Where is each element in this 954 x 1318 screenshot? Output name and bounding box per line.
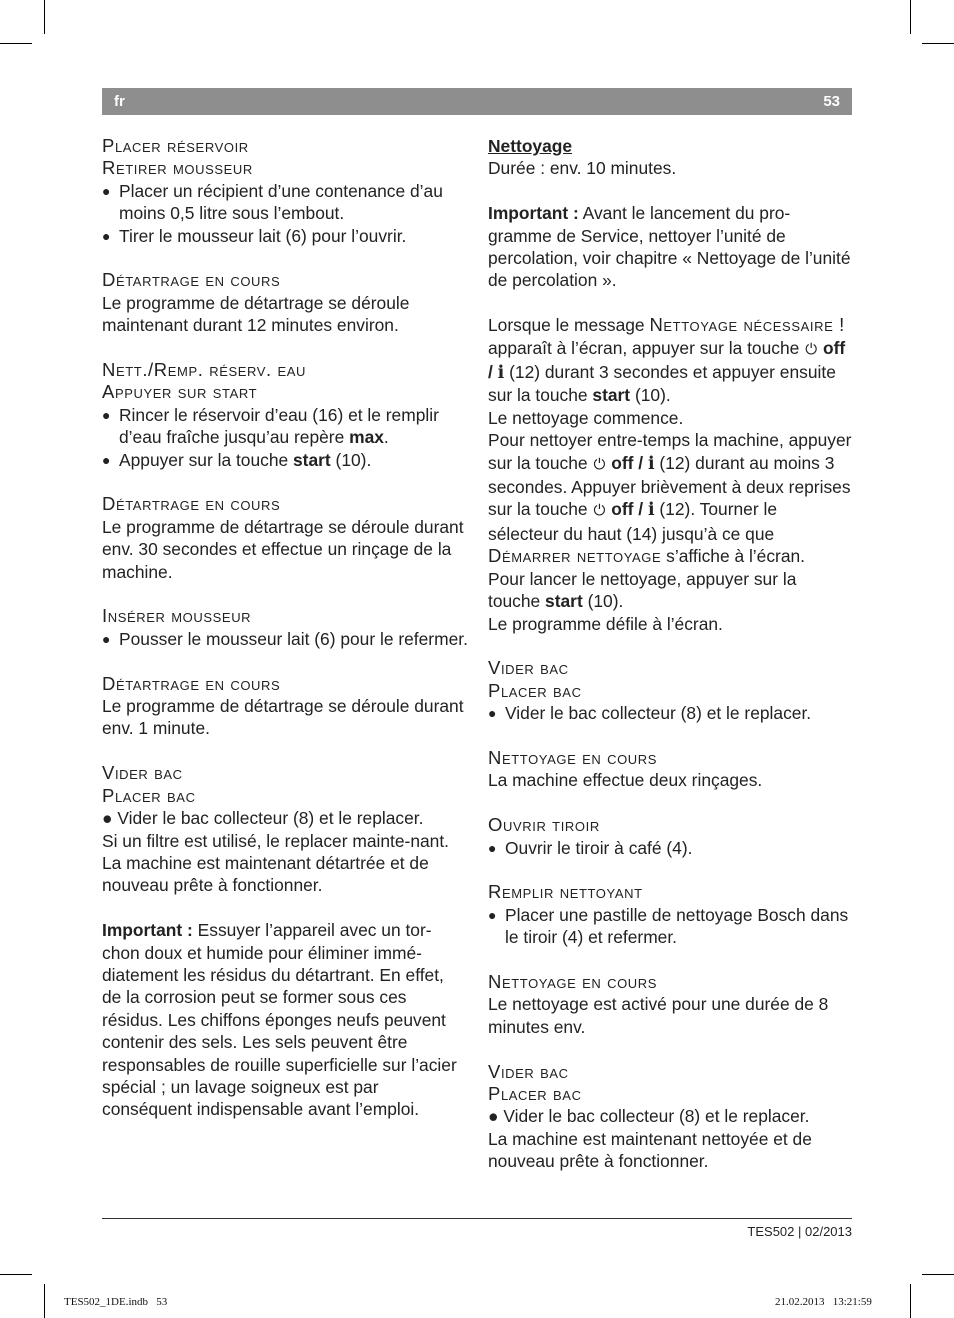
list-item: ● Placer un récipient d’une contenance d’au moins 0,5 litre sous l’embout.: [102, 180, 468, 225]
key-label: off /: [488, 337, 846, 383]
bold-text: start: [293, 449, 331, 470]
list-item: ● Tirer le mousseur lait (6) pour l’ouvrir.: [102, 225, 468, 247]
info-key-label: i: [497, 363, 505, 384]
display-message: Ouvrir tiroir: [488, 814, 600, 836]
important-label: Important :: [488, 203, 579, 224]
section-detartrage-12: [102, 269, 468, 336]
section-nettoyage-en-cours: [488, 747, 852, 792]
paragraph: Durée : env. 10 minutes.: [488, 158, 677, 179]
crop-mark: [910, 0, 911, 34]
display-message: Nettoyage en cours: [488, 970, 658, 992]
info-key-label: i: [647, 453, 655, 474]
key-label: off /: [611, 452, 648, 473]
list-item: ● Ouvrir le tiroir à café (4).: [488, 837, 852, 859]
paragraph: La machine effectue deux rinçages.: [488, 770, 763, 791]
section-procedure: [488, 314, 852, 635]
bullet-list: [102, 404, 468, 471]
paragraph: La machine est maintenant nettoyée et de nouveau prête à fonctionner.: [488, 1128, 812, 1172]
left-column: [102, 135, 468, 1121]
page-header: [102, 88, 852, 115]
section-detartrage-1: [102, 673, 468, 740]
bold-text: max: [349, 427, 384, 448]
language-label: fr: [114, 93, 125, 110]
crop-mark: [0, 1274, 32, 1275]
paragraph: ● Vider le bac collecteur (8) et le replacer.: [102, 808, 424, 829]
bullet-list: [102, 180, 468, 247]
section-ouvrir-tiroir: [488, 814, 852, 859]
paragraph: [488, 202, 852, 292]
crop-mark: [910, 1284, 911, 1318]
display-message: Nett./Remp. réserv. eau: [102, 359, 307, 381]
paragraph: Le nettoyage commence.: [488, 407, 684, 428]
paragraph: Le nettoyage est activé pour une durée de 8 minutes env.: [488, 994, 829, 1037]
crop-mark: [44, 0, 45, 34]
display-message: Détartrage en cours: [102, 493, 281, 515]
section-vider-bac-3: [488, 1061, 852, 1173]
bullet-list: [488, 837, 852, 859]
display-message: Vider bac: [102, 762, 183, 784]
paragraph: Le programme de détartrage se déroule durant env. 1 minute.: [102, 696, 464, 739]
text-run: .: [383, 427, 389, 448]
right-column: [488, 135, 852, 1173]
text-run: (12) durant 3 secondes et appuyer ensuite sur la touche: [488, 362, 836, 406]
text-run: Rincer le réservoir d’eau (16) et le remplir d’eau fraîche jusqu’au repère: [119, 404, 439, 448]
key-label: start: [592, 385, 631, 406]
key-label: off /: [611, 499, 648, 520]
key-label: start: [545, 591, 583, 612]
list-item: [102, 449, 468, 471]
text-run: Avant le lancement du pro-gramme de Service, nettoyer l’unité de percolation, voir chapitre « Nettoyage de l’unité de percolation ».: [488, 203, 851, 291]
display-message: Insérer mousseur: [102, 605, 252, 627]
display-message: Détartrage en cours: [102, 269, 281, 291]
list-item: [102, 404, 468, 449]
power-icon: ⏻: [593, 455, 606, 473]
section-detartrage-30: [102, 493, 468, 583]
important-note: [102, 919, 468, 1121]
crop-mark: [0, 43, 32, 44]
text-run: Essuyer l’appareil avec un tor-chon doux et humide pour éliminer immé-diatement les résidus du détartrant. En effet, de la corrosion peut se former sous ces résidus. Les chiffons éponges neufs peuvent contenir des sels. Les sels peuvent être responsables de rouille superficielle sur l’acier spécial ; un lavage soigneux est par conséquent indispensable avant l’emploi.: [102, 920, 457, 1120]
display-message: Détartrage en cours: [102, 672, 281, 694]
footer-divider: [102, 1218, 852, 1219]
print-slug-date: 21.02.2013 13:21:59: [775, 1296, 872, 1308]
display-message: Appuyer sur start: [102, 381, 258, 403]
section-vider-bac: [102, 762, 468, 896]
bullet-list: [488, 702, 852, 724]
bullet-list: [102, 628, 468, 650]
paragraph: [488, 314, 852, 407]
display-message: Nettoyage en cours: [488, 746, 658, 768]
list-item: ● Pousser le mousseur lait (6) pour le refermer.: [102, 628, 468, 650]
list-item: ● Placer une pastille de nettoyage Bosch dans le tiroir (4) et refermer.: [488, 904, 852, 949]
paragraph: Le programme de détartrage se déroule maintenant durant 12 minutes environ.: [102, 292, 410, 336]
display-message: Placer bac: [102, 784, 196, 806]
paragraph: [102, 919, 468, 1121]
paragraph: ● Vider le bac collecteur (8) et le replacer.: [488, 1106, 810, 1127]
section-placer-reservoir: [102, 135, 468, 247]
list-item: ● Vider le bac collecteur (8) et le replacer.: [488, 702, 852, 724]
display-message: Nettoyage nécessaire !: [649, 314, 845, 336]
page-number: 53: [823, 93, 840, 110]
display-message: Placer bac: [488, 679, 582, 701]
text-run: (12) durant au moins 3 secondes. Appuyer brièvement à deux reprises sur la touche: [488, 452, 851, 520]
display-message: Placer réservoir: [102, 135, 249, 156]
bullet-list: [488, 904, 852, 949]
text-run: (10).: [582, 591, 624, 612]
display-message: Démarrer nettoyage: [488, 545, 662, 567]
paragraph: Le programme défile à l’écran.: [488, 613, 723, 634]
paragraph: Le programme de détartrage se déroule durant env. 30 secondes et effectue un rinçage de la machine.: [102, 516, 464, 582]
section-vider-bac-2: [488, 657, 852, 724]
crop-mark: [922, 43, 954, 44]
crop-mark: [44, 1284, 45, 1318]
text-run: (10).: [630, 385, 671, 406]
paragraph: [488, 429, 852, 567]
text-run: Pour nettoyer entre-temps la machine, appuyer sur la touche: [488, 430, 852, 473]
text-run: Lorsque le message: [488, 315, 650, 336]
paragraph: Si un filtre est utilisé, le replacer mainte-nant. La machine est maintenant détartrée et de nouveau prête à fonctionner.: [102, 830, 450, 896]
display-message: Vider bac: [488, 657, 569, 679]
display-message: Remplir nettoyant: [488, 881, 643, 903]
text-run: (10).: [330, 449, 372, 470]
text-run: apparaît à l’écran, appuyer sur la touche: [488, 337, 805, 358]
footer-model-date: TES502 | 02/2013: [747, 1224, 852, 1239]
display-message: Placer bac: [488, 1082, 582, 1104]
power-icon: ⏻: [805, 340, 818, 358]
text-run: (12). Tourner le sélecteur du haut (14) jusqu’à ce que: [488, 499, 778, 544]
section-title: Nettoyage: [488, 136, 573, 156]
paragraph: [488, 568, 852, 613]
section-nett-remp: [102, 359, 468, 471]
section-nettoyage-en-cours-2: [488, 971, 852, 1038]
display-message: Vider bac: [488, 1060, 569, 1082]
info-key-label: i: [647, 500, 655, 521]
section-nettoyage: [488, 135, 852, 180]
section-remplir-nettoyant: [488, 881, 852, 948]
text-run: Pour lancer le nettoyage, appuyer sur la touche: [488, 568, 797, 612]
display-message: Retirer mousseur: [102, 157, 253, 179]
text-run: Appuyer sur la touche: [119, 449, 294, 470]
text-run: s’affiche à l’écran.: [661, 546, 806, 567]
crop-mark: [922, 1274, 954, 1275]
power-icon: ⏻: [593, 502, 606, 520]
print-slug-file: TES502_1DE.indb 53: [64, 1296, 168, 1308]
important-label: Important :: [102, 920, 193, 941]
important-note: [488, 202, 852, 292]
section-inserer-mousseur: [102, 605, 468, 650]
